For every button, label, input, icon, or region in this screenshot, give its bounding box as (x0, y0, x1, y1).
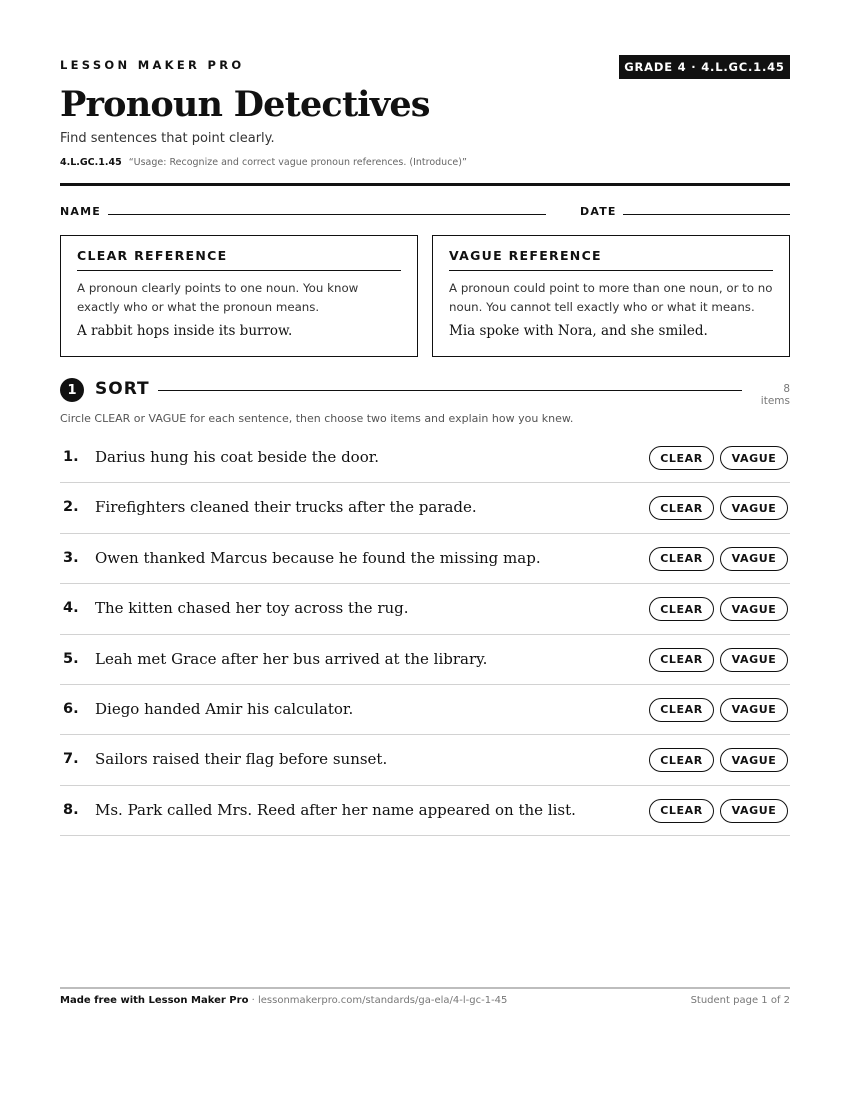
section-number-badge: 1 (60, 378, 84, 402)
page-title: Pronoun Detectives (60, 84, 430, 125)
vague-choice[interactable]: VAGUE (720, 446, 788, 470)
standard-line (60, 157, 467, 168)
clear-choice[interactable]: CLEAR (649, 648, 714, 672)
sentence-item (60, 735, 790, 785)
vague-reference-box (432, 235, 790, 357)
sentence-item (60, 483, 790, 533)
sentence-item (60, 534, 790, 584)
clear-choice[interactable]: CLEAR (649, 547, 714, 571)
sentence-item (60, 433, 790, 483)
sentence-item (60, 786, 790, 836)
page-subtitle: Find sentences that point clearly. (60, 131, 275, 146)
grade-badge: GRADE 4 · 4.L.GC.1.45 (619, 55, 790, 79)
header-divider (60, 183, 790, 186)
section-instructions: Circle CLEAR or VAGUE for each sentence, then choose two items and explain how you knew. (60, 412, 574, 425)
section-title: SORT (95, 379, 150, 399)
clear-choice[interactable]: CLEAR (649, 799, 714, 823)
sentence-item (60, 635, 790, 685)
item-sentence: Sailors raised their flag before sunset. (95, 750, 388, 769)
sentence-list (60, 433, 790, 836)
item-sentence: The kitten chased her toy across the rug. (95, 599, 409, 618)
footer-url[interactable]: · lessonmakerpro.com/standards/ga-ela/4-l-gc-1-45 (251, 995, 508, 1006)
section-divider (158, 390, 742, 391)
item-number: 3. (63, 549, 79, 566)
sentence-item (60, 685, 790, 735)
name-field[interactable] (108, 214, 546, 215)
item-number: 5. (63, 650, 79, 667)
clear-choice[interactable]: CLEAR (649, 597, 714, 621)
item-sentence: Ms. Park called Mrs. Reed after her name appeared on the list. (95, 800, 576, 819)
clear-reference-title: CLEAR REFERENCE (77, 248, 401, 271)
vague-choice[interactable]: VAGUE (720, 496, 788, 520)
item-number: 8. (63, 801, 79, 818)
brand-name: LESSON MAKER PRO (60, 58, 245, 72)
clear-reference-definition: A pronoun clearly points to one noun. You know exactly who or what the pronoun means. (77, 281, 359, 314)
clear-choice[interactable]: CLEAR (649, 748, 714, 772)
vague-reference-title: VAGUE REFERENCE (449, 248, 773, 271)
standard-code: 4.L.GC.1.45 (60, 157, 122, 168)
vague-choice[interactable]: VAGUE (720, 698, 788, 722)
vague-reference-definition: A pronoun could point to more than one noun, or to no noun. You cannot tell exactly who or what it means. (449, 281, 773, 314)
item-sentence: Darius hung his coat beside the door. (95, 448, 380, 466)
item-number: 4. (63, 600, 79, 617)
vague-choice[interactable]: VAGUE (720, 547, 788, 571)
footer-made-with: Made free with Lesson Maker Pro (60, 995, 249, 1006)
sentence-item (60, 584, 790, 634)
footer-divider (60, 987, 790, 989)
standard-description: “Usage: Recognize and correct vague pronoun references. (Introduce)” (128, 157, 467, 168)
item-sentence: Owen thanked Marcus because he found the missing map. (95, 548, 541, 567)
clear-choice[interactable]: CLEAR (649, 496, 714, 520)
vague-choice[interactable]: VAGUE (720, 748, 788, 772)
clear-choice[interactable]: CLEAR (649, 698, 714, 722)
item-sentence: Diego handed Amir his calculator. (95, 699, 354, 718)
item-number: 7. (63, 751, 79, 768)
clear-reference-example: A rabbit hops inside its burrow. (77, 323, 293, 339)
footer-credit (60, 995, 507, 1006)
name-label: NAME (60, 205, 101, 218)
vague-choice[interactable]: VAGUE (720, 597, 788, 621)
item-number: 2. (63, 499, 79, 516)
footer-page-number: Student page 1 of 2 (690, 995, 790, 1006)
clear-choice[interactable]: CLEAR (649, 446, 714, 470)
item-sentence: Leah met Grace after her bus arrived at the library. (95, 649, 488, 668)
date-label: DATE (580, 205, 617, 218)
vague-choice[interactable]: VAGUE (720, 799, 788, 823)
vague-reference-example: Mia spoke with Nora, and she smiled. (449, 323, 708, 339)
clear-reference-box (60, 235, 418, 357)
vague-choice[interactable]: VAGUE (720, 648, 788, 672)
item-number: 6. (63, 700, 79, 717)
item-number: 1. (63, 449, 79, 465)
item-sentence: Firefighters cleaned their trucks after the parade. (95, 498, 477, 517)
section-item-count: 8 items (760, 383, 790, 407)
date-field[interactable] (623, 214, 790, 215)
